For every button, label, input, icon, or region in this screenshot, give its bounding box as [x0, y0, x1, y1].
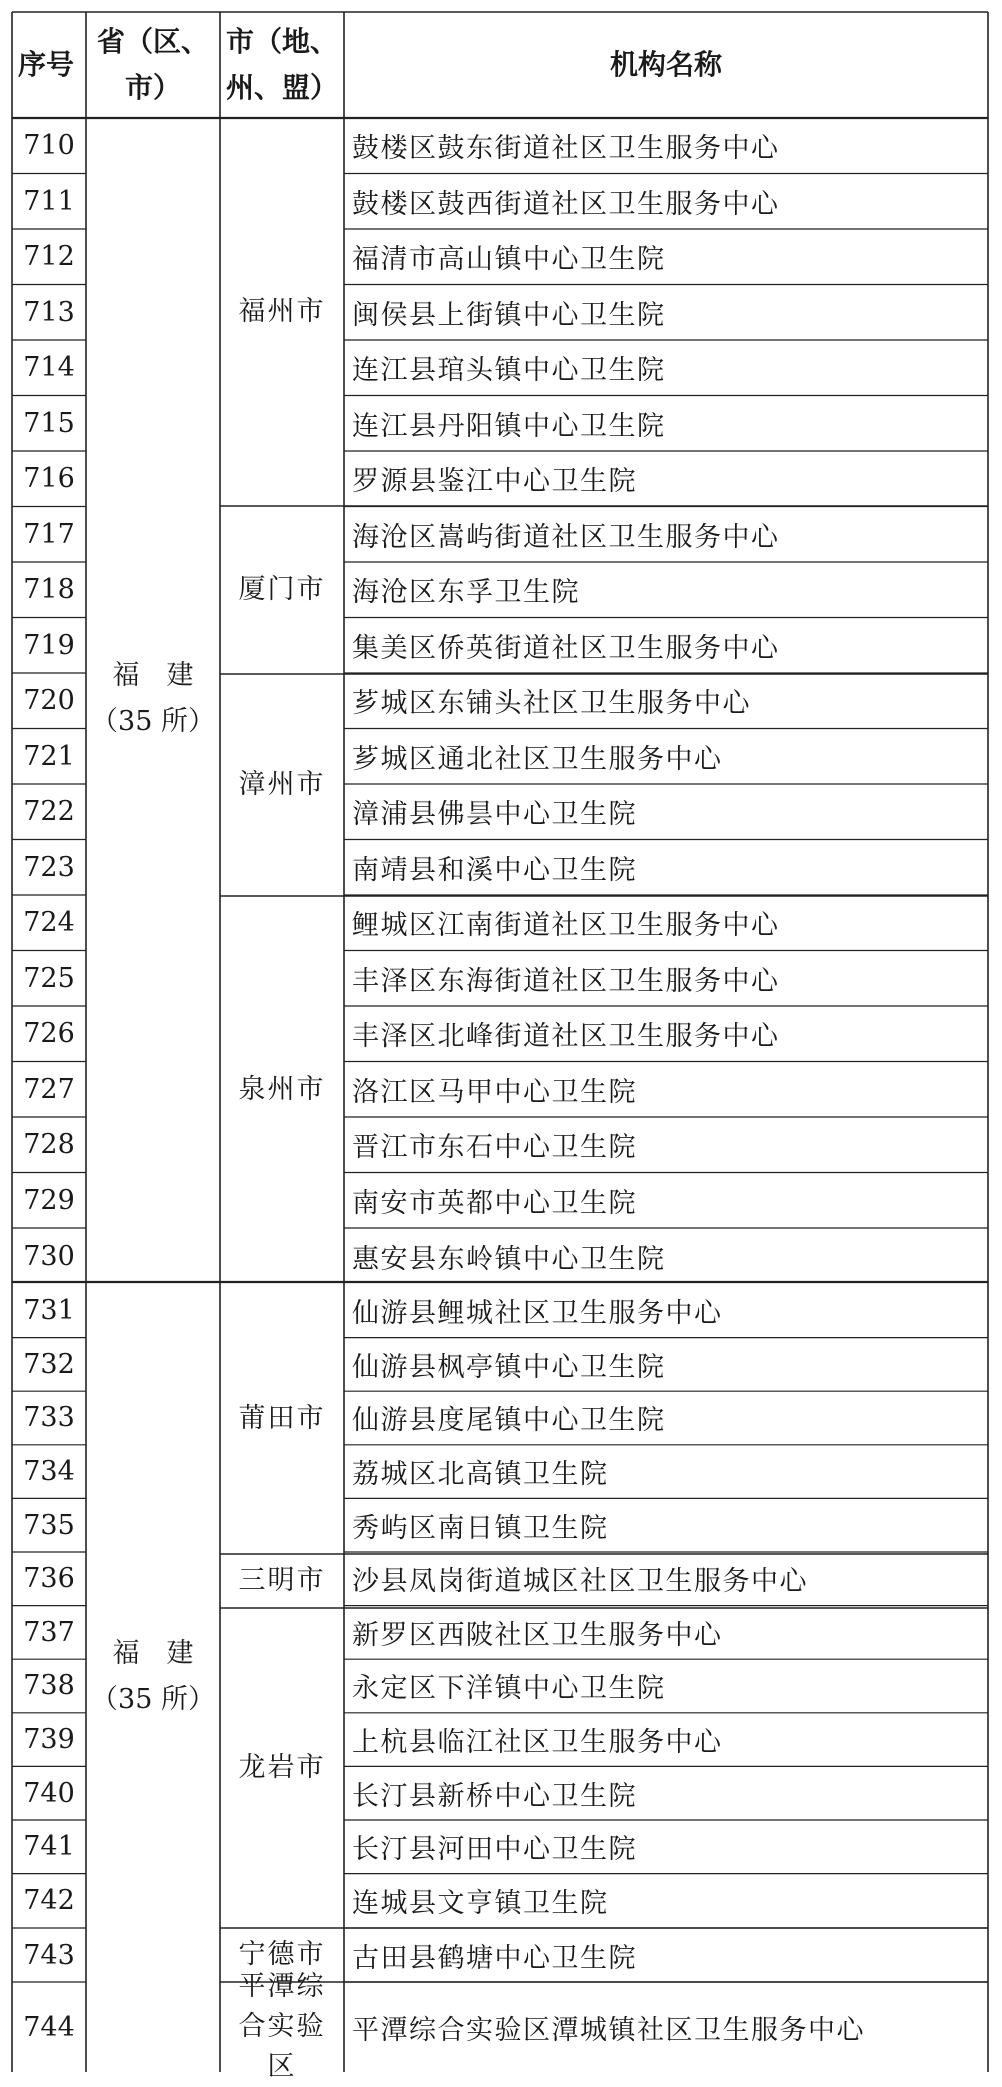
city-label: 福州市: [238, 296, 326, 327]
city-zhangzhou: [222, 674, 342, 896]
row-seq-number: 742: [23, 1885, 75, 1917]
city-label: 厦门市: [238, 574, 326, 605]
row-seq-number: 744: [23, 2011, 75, 2043]
row-institution-name: 新罗区西陂社区卫生服务中心: [352, 1619, 723, 1651]
row-institution-name: 鼓楼区鼓西街道社区卫生服务中心: [352, 188, 780, 220]
row-institution-name: 集美区侨英街道社区卫生服务中心: [352, 632, 780, 664]
row-seq-number: 738: [23, 1670, 75, 1702]
header-institution-label: 机构名称: [609, 48, 722, 81]
header-institution: [346, 12, 986, 118]
row-institution-name: 丰泽区北峰街道社区卫生服务中心: [352, 1021, 780, 1053]
row-seq-number: 730: [23, 1240, 75, 1272]
city-longyan: [222, 1608, 342, 1928]
row-seq-number: 733: [23, 1402, 75, 1434]
province-count: （35 所）: [91, 1684, 215, 1715]
header-province: [88, 12, 218, 118]
row-institution-name: 仙游县度尾镇中心卫生院: [352, 1405, 666, 1437]
row-seq-number: 734: [23, 1456, 75, 1488]
city-quanzhou: [222, 896, 342, 1284]
row-seq-number: 737: [23, 1616, 75, 1648]
row-institution-name: 福清市高山镇中心卫生院: [352, 244, 666, 276]
row-institution-name: 漳浦县佛昙中心卫生院: [352, 799, 637, 831]
row-institution-name: 仙游县鲤城社区卫生服务中心: [352, 1298, 723, 1330]
row-institution-name: 长汀县河田中心卫生院: [352, 1834, 637, 1866]
row-seq-number: 726: [23, 1018, 75, 1050]
row-seq-number: 743: [23, 1939, 75, 1971]
city-sanming: [222, 1554, 342, 1608]
city-label: 龙岩市: [238, 1752, 326, 1783]
header-province-label: 省（区、市）: [96, 25, 209, 104]
row-seq-number: 714: [23, 352, 75, 384]
row-seq-number: 740: [23, 1777, 75, 1809]
row-seq-number: 723: [23, 851, 75, 883]
city-putian: [222, 1284, 342, 1554]
row-institution-name: 鼓楼区鼓东街道社区卫生服务中心: [352, 133, 780, 165]
city-label: 宁德市: [238, 1939, 326, 1970]
row-seq-number: 715: [23, 407, 75, 439]
row-institution-name: 闽侯县上街镇中心卫生院: [352, 299, 666, 331]
city-label: 漳州市: [238, 769, 326, 800]
row-institution-name: 连江县琯头镇中心卫生院: [352, 355, 666, 387]
row-institution-name: 沙县凤岗街道城区社区卫生服务中心: [352, 1566, 808, 1598]
row-institution-name: 芗城区通北社区卫生服务中心: [352, 743, 723, 775]
row-institution-name: 丰泽区东海街道社区卫生服务中心: [352, 965, 780, 997]
row-institution-name: 长汀县新桥中心卫生院: [352, 1780, 637, 1812]
row-institution-name: 罗源县鉴江中心卫生院: [352, 466, 637, 498]
city-fuzhou: [222, 118, 342, 506]
row-institution-name: 南安市英都中心卫生院: [352, 1187, 637, 1219]
row-institution-name: 晋江市东石中心卫生院: [352, 1132, 637, 1164]
header-seq: [14, 12, 84, 118]
city-label: 泉州市: [238, 1074, 326, 1105]
row-institution-name: 连江县丹阳镇中心卫生院: [352, 410, 666, 442]
row-seq-number: 728: [23, 1129, 75, 1161]
row-institution-name: 海沧区嵩屿街道社区卫生服务中心: [352, 521, 780, 553]
row-seq-number: 735: [23, 1509, 75, 1541]
row-seq-number: 722: [23, 796, 75, 828]
city-label: 莆田市: [238, 1403, 326, 1434]
header-city-label: 市（地、州、盟）: [226, 25, 339, 104]
row-institution-name: 鲤城区江南街道社区卫生服务中心: [352, 910, 780, 942]
city-label: 平潭综合实验区: [238, 1971, 326, 2082]
row-seq-number: 727: [23, 1073, 75, 1105]
header-city: [222, 12, 342, 118]
row-institution-name: 海沧区东孚卫生院: [352, 577, 580, 609]
row-institution-name: 上杭县临江社区卫生服务中心: [352, 1727, 723, 1759]
row-seq-number: 717: [23, 518, 75, 550]
city-xiamen: [222, 506, 342, 674]
row-seq-number: 741: [23, 1831, 75, 1863]
row-institution-name: 古田县鹤塘中心卫生院: [352, 1942, 637, 1974]
row-seq-number: 719: [23, 629, 75, 661]
province-name: 福 建: [112, 660, 194, 691]
row-seq-number: 724: [23, 907, 75, 939]
row-seq-number: 736: [23, 1563, 75, 1595]
row-institution-name: 连城县文亨镇卫生院: [352, 1888, 609, 1920]
header-seq-label: 序号: [18, 48, 75, 81]
row-institution-name: 南靖县和溪中心卫生院: [352, 854, 637, 886]
row-seq-number: 710: [23, 130, 75, 162]
row-seq-number: 739: [23, 1724, 75, 1756]
row-seq-number: 716: [23, 463, 75, 495]
row-seq-number: 721: [23, 740, 75, 772]
row-institution-name: 永定区下洋镇中心卫生院: [352, 1673, 666, 1705]
province-name: 福 建: [112, 1638, 194, 1669]
row-institution-name: 芗城区东铺头社区卫生服务中心: [352, 688, 751, 720]
city-label: 三明市: [238, 1565, 326, 1596]
row-institution-name: 惠安县东岭镇中心卫生院: [352, 1243, 666, 1275]
row-institution-name: 平潭综合实验区潭城镇社区卫生服务中心: [352, 2014, 865, 2046]
row-seq-number: 718: [23, 574, 75, 606]
row-institution-name: 洛江区马甲中心卫生院: [352, 1076, 637, 1108]
row-seq-number: 729: [23, 1184, 75, 1216]
row-seq-number: 731: [23, 1295, 75, 1327]
province-group-1: [88, 118, 218, 1280]
row-seq-number: 720: [23, 685, 75, 717]
province-group-2: [88, 1282, 218, 2072]
row-seq-number: 713: [23, 296, 75, 328]
row-institution-name: 秀屿区南日镇卫生院: [352, 1512, 609, 1544]
row-seq-number: 711: [23, 185, 75, 217]
row-institution-name: 仙游县枫亭镇中心卫生院: [352, 1351, 666, 1383]
row-seq-number: 732: [23, 1348, 75, 1380]
row-institution-name: 荔城区北高镇卫生院: [352, 1459, 609, 1491]
row-seq-number: 725: [23, 962, 75, 994]
province-count: （35 所）: [91, 706, 215, 737]
row-seq-number: 712: [23, 241, 75, 273]
city-pingtan: [222, 1971, 342, 2082]
